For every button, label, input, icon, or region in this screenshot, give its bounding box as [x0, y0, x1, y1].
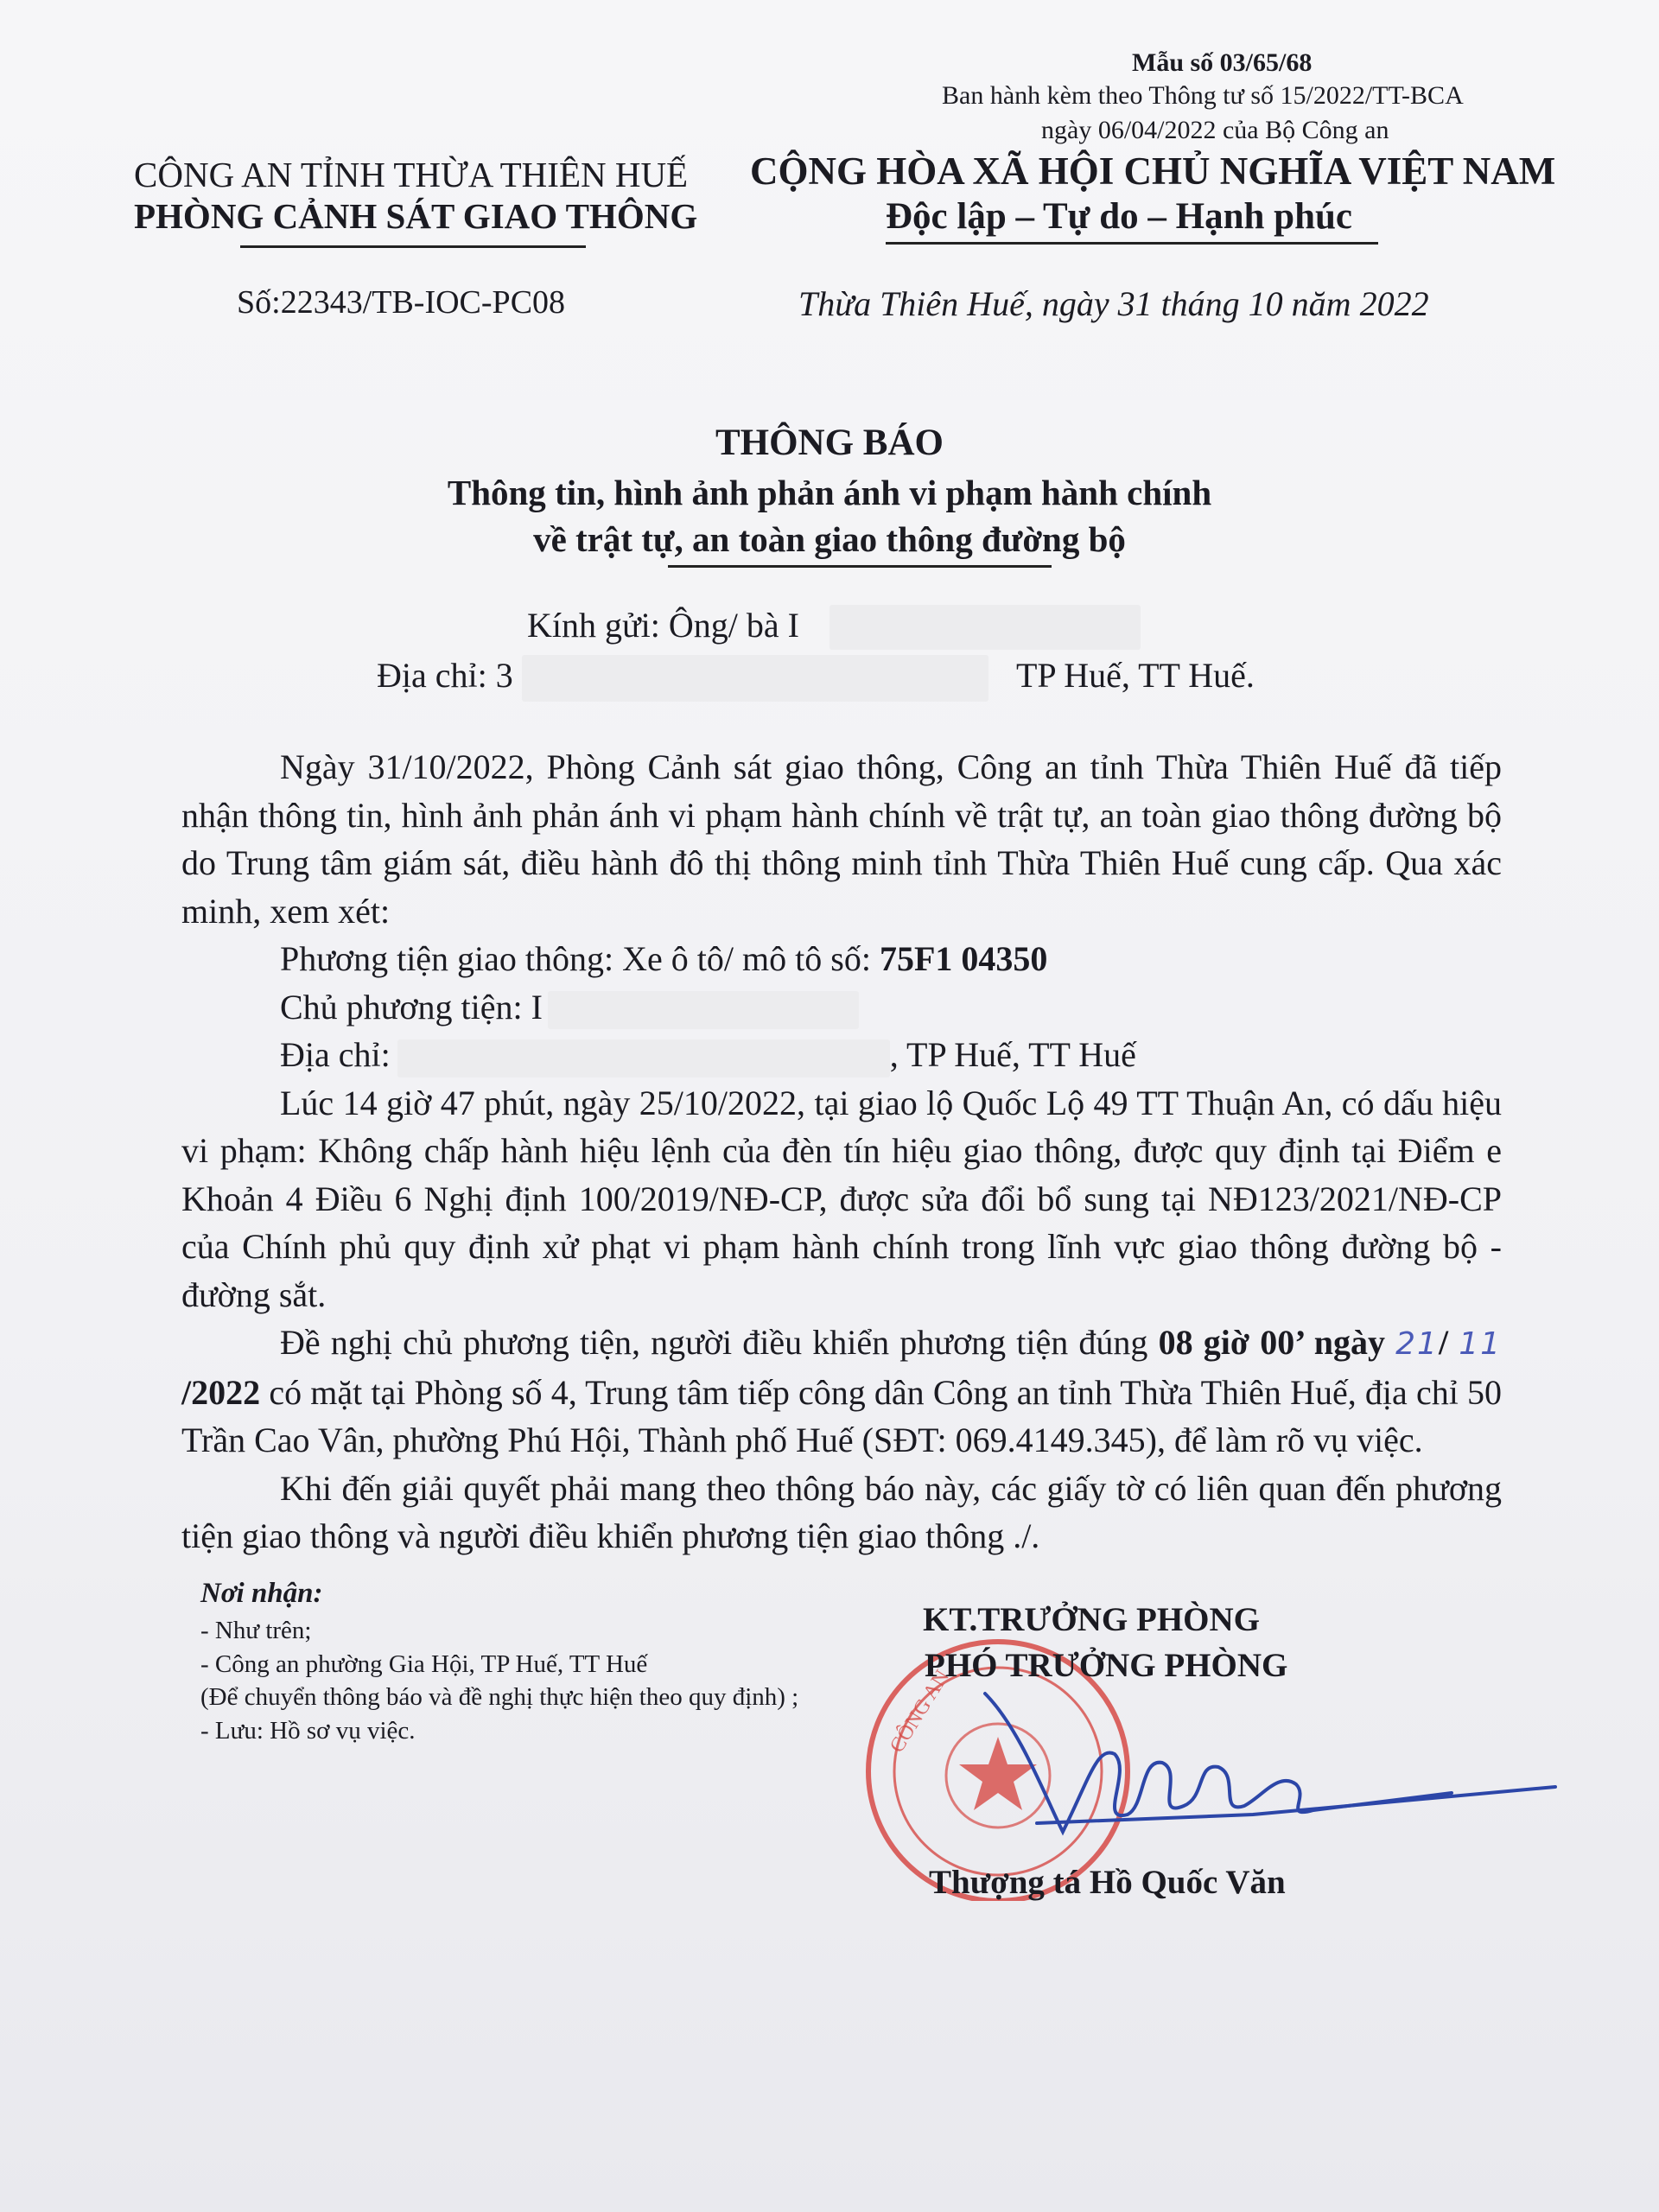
- document-subtitle-1: Thông tin, hình ảnh phản ánh vi phạm hành chính: [447, 473, 1212, 512]
- document-title: THÔNG BÁO: [715, 423, 944, 463]
- vehicle-line: [181, 935, 1502, 983]
- document-subtitle-2: về trật tự, an toàn giao thông đường bộ: [533, 519, 1126, 559]
- agency-parent: CÔNG AN TỈNH THỪA THIÊN HUẾ: [134, 155, 689, 194]
- agency-name: PHÒNG CẢNH SÁT GIAO THÔNG: [134, 196, 698, 236]
- nation-name: CỘNG HÒA XÃ HỘI CHỦ NGHĨA VIỆT NAM: [750, 149, 1556, 193]
- recipients-title: Nơi nhận:: [200, 1578, 323, 1609]
- form-number: Mẫu số 03/65/68: [1132, 48, 1313, 77]
- handwritten-signature: [968, 1676, 1573, 1866]
- agency-underline: [240, 245, 586, 248]
- vehicle-plate: 75F1 04350: [879, 939, 1048, 978]
- summons-time: 08 giờ 00’ ngày: [1158, 1323, 1385, 1362]
- owner-line: [181, 983, 1502, 1032]
- place-date: Thừa Thiên Huế, ngày 31 tháng 10 năm 2022: [798, 284, 1429, 323]
- stamp-text: CÔNG AN: [886, 1666, 954, 1758]
- recipient-address-suffix: TP Huế, TT Huế.: [1016, 656, 1255, 695]
- recipient-greeting: Kính gửi: Ông/ bà I: [527, 606, 799, 645]
- recipients-list: [200, 1614, 805, 1747]
- signature-title-2: PHÓ TRƯỞNG PHÒNG: [925, 1647, 1288, 1684]
- redaction-recipient-address: [522, 655, 988, 702]
- summons-rest: có mặt tại Phòng số 4, Trung tâm tiếp công dân Công an tỉnh Thừa Thiên Huế, địa chỉ 50 Trần Cao Vân, phường Phú Hội, Thành phố Huế (SĐT: 069.4149.345), để làm rõ vụ việc.: [181, 1372, 1503, 1459]
- recipient-item: - Lưu: Hồ sơ vụ việc.: [200, 1716, 416, 1745]
- document-number: Số:22343/TB-IOC-PC08: [237, 284, 566, 321]
- vehicle-label: Phương tiện giao thông: Xe ô tô/ mô tô số:: [280, 939, 871, 978]
- paragraph-receipt: Ngày 31/10/2022, Phòng Cảnh sát giao thông, Công an tỉnh Thừa Thiên Huế đã tiếp nhận thông tin, hình ảnh phản ánh vi phạm hành chính về trật tự, an toàn giao thông đường bộ do Trung tâm giám sát, điều hành đô thị thông minh tỉnh Thừa Thiên Huế cung cấp. Qua xác minh, xem xét:: [181, 747, 1502, 931]
- summons-intro: Đề nghị chủ phương tiện, người điều khiển phương tiện đúng: [280, 1323, 1148, 1362]
- owner-address-label: Địa chỉ:: [280, 1035, 391, 1074]
- national-motto: Độc lập – Tự do – Hạnh phúc: [886, 196, 1352, 237]
- handwritten-day: 21: [1395, 1326, 1439, 1362]
- paragraph-summons: Đề nghị chủ phương tiện, người điều khiển phương tiện đúng 08 giờ 00’ ngày 21/ 11 /2022 có mặt tại Phòng số 4, Trung tâm tiếp công dân Công an tỉnh Thừa Thiên Huế, địa chỉ 50 Trần Cao Vân, phường Phú Hội, Thành phố Huế (SĐT: 069.4149.345), để làm rõ vụ việc.: [181, 1323, 1503, 1459]
- paragraph-instructions: Khi đến giải quyết phải mang theo thông báo này, các giấy tờ có liên quan đến phương tiện giao thông và người điều khiển phương tiện giao thông ./.: [181, 1468, 1502, 1555]
- owner-address-suffix: , TP Huế, TT Huế: [889, 1035, 1136, 1074]
- notice-body: [181, 743, 1502, 1560]
- redaction-owner-address: [397, 1039, 890, 1077]
- signature-title-1: KT.TRƯỞNG PHÒNG: [923, 1601, 1260, 1638]
- paragraph-violation: Lúc 14 giờ 47 phút, ngày 25/10/2022, tại giao lộ Quốc Lộ 49 TT Thuận An, có dấu hiệu vi phạm: Không chấp hành hiệu lệnh của đèn tín hiệu giao thông, được quy định tại Điểm e Khoản 4 Điều 6 Nghị định 100/2019/NĐ-CP, được sửa đổi bổ sung tại NĐ123/2021/NĐ-CP của Chính phủ quy định xử phạt vi phạm hành chính trong lĩnh vực giao thông đường bộ - đường sắt.: [181, 1083, 1502, 1314]
- recipient-item: - Công an phường Gia Hội, TP Huế, TT Huế: [200, 1649, 648, 1678]
- signer-name: Thượng tá Hồ Quốc Văn: [929, 1864, 1286, 1901]
- redaction-recipient-name: [830, 605, 1141, 650]
- recipient-item: - Như trên;: [200, 1617, 312, 1644]
- summons-year: /2022: [181, 1372, 261, 1412]
- recipient-item: (Để chuyển thông báo và đề nghị thực hiện theo quy định) ;: [200, 1683, 799, 1711]
- owner-address-line: [181, 1031, 1502, 1079]
- handwritten-month: 11: [1459, 1326, 1503, 1362]
- form-basis-line2: ngày 06/04/2022 của Bộ Công an: [1041, 116, 1389, 144]
- recipient-address-prefix: Địa chỉ: 3: [377, 656, 513, 695]
- redaction-owner-name: [548, 991, 859, 1029]
- subtitle-underline: [668, 565, 1052, 568]
- form-basis-line1: Ban hành kèm theo Thông tư số 15/2022/TT-BCA: [942, 81, 1464, 110]
- owner-label: Chủ phương tiện: I: [280, 987, 543, 1027]
- motto-underline: [886, 242, 1378, 245]
